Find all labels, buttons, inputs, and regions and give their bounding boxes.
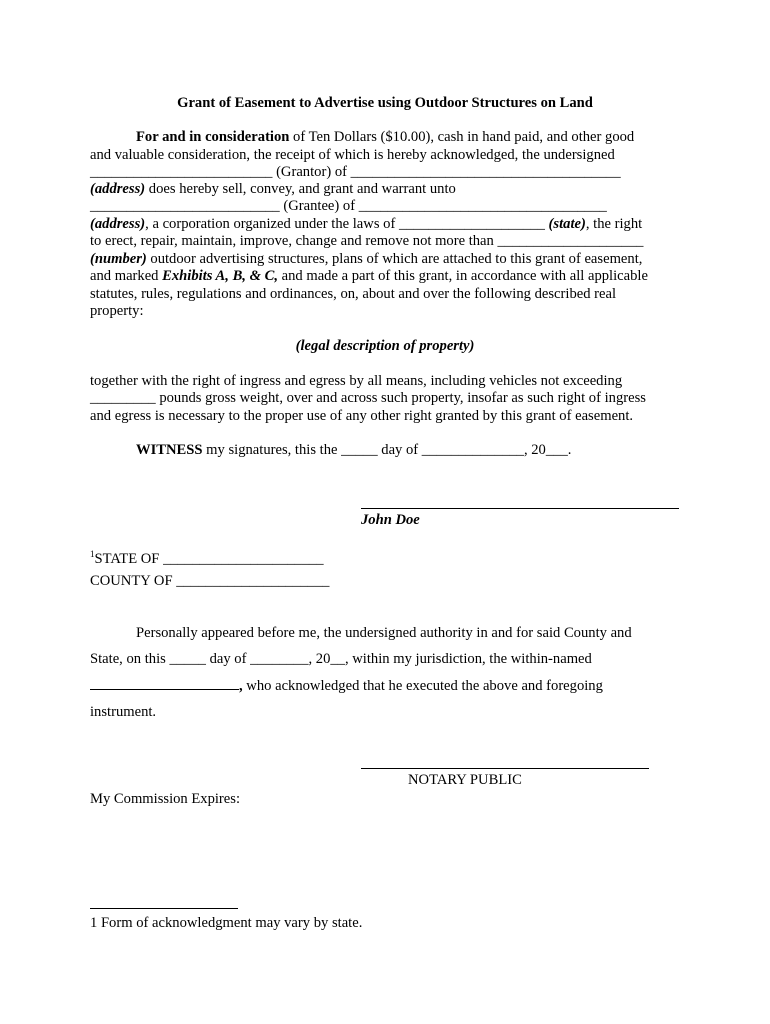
document-title: Grant of Easement to Advertise using Outdoor Structures on Land <box>177 95 593 111</box>
signer-name: John Doe <box>361 512 420 528</box>
footnote-marker: 1 <box>90 549 95 559</box>
text-run: , the right <box>585 216 643 232</box>
text-run: who acknowledged that he executed the above and foregoing <box>242 678 603 694</box>
signature-line <box>361 508 679 509</box>
paragraph-line: State, on this _____ day of ________, 20__, within my jurisdiction, the within-named <box>90 651 592 667</box>
paragraph-line: instrument. <box>90 704 157 720</box>
text-run: of Ten Dollars ($10.00), cash in hand paid, and other good <box>289 129 635 145</box>
consideration-lead: For and in consideration <box>136 129 290 145</box>
address-placeholder: (address) <box>90 216 146 232</box>
paragraph-line: together with the right of ingress and egress by all means, including vehicles not exceeding <box>90 373 623 389</box>
paragraph-line: Personally appeared before me, the undersigned authority in and for said County and <box>136 625 632 641</box>
state-placeholder: (state) <box>548 216 586 232</box>
witness-label: WITNESS <box>136 442 203 458</box>
text-run: , a corporation organized under the laws of ____________________ <box>145 216 549 232</box>
paragraph-line <box>90 181 456 198</box>
grantor-line: _________________________ (Grantor) of _____________________________________ <box>90 164 621 180</box>
text-run: my signatures, this the _____ day of ______________, 20___. <box>202 442 572 458</box>
paragraph-line: and egress is necessary to the proper use of any other right granted by this grant of easement. <box>90 408 634 424</box>
witness-line <box>136 442 571 459</box>
footnote-separator <box>90 908 238 909</box>
notary-label: NOTARY PUBLIC <box>408 772 522 788</box>
number-placeholder: (number) <box>90 251 147 267</box>
text-run: and made a part of this grant, in accordance with all applicable <box>277 268 648 284</box>
commission-expires-label: My Commission Expires: <box>90 791 240 807</box>
text-run: STATE OF ______________________ <box>94 551 324 567</box>
exhibits-reference: Exhibits A, B, & C, <box>162 268 278 284</box>
notary-signature-line <box>361 768 649 769</box>
text-run: , <box>239 678 243 694</box>
paragraph-line: statutes, rules, regulations and ordinances, on, about and over the following described real <box>90 286 617 302</box>
address-placeholder: (address) <box>90 181 146 197</box>
paragraph-line <box>90 268 648 285</box>
text-run: and marked <box>90 268 163 284</box>
text-run: does hereby sell, convey, and grant and warrant unto <box>145 181 456 197</box>
paragraph-line <box>90 251 642 268</box>
footnote-text: 1 Form of acknowledgment may vary by state. <box>90 915 363 931</box>
paragraph-line: and valuable consideration, the receipt of which is hereby acknowledged, the undersigned <box>90 147 615 163</box>
paragraph-line <box>90 677 603 695</box>
name-blank <box>90 677 239 690</box>
text-run: outdoor advertising structures, plans of which are attached to this grant of easement, <box>146 251 643 267</box>
paragraph-line: property: <box>90 303 144 319</box>
county-of-line: COUNTY OF _____________________ <box>90 573 330 589</box>
paragraph-line: to erect, repair, maintain, improve, change and remove not more than ____________________ <box>90 233 644 249</box>
paragraph-line <box>136 129 634 146</box>
paragraph-line <box>90 216 642 233</box>
paragraph-line: _________ pounds gross weight, over and across such property, insofar as such right of ingress <box>90 390 646 406</box>
grantee-line: __________________________ (Grantee) of __________________________________ <box>90 198 607 214</box>
legal-description-placeholder: (legal description of property) <box>295 338 475 354</box>
state-of-line <box>90 546 324 568</box>
